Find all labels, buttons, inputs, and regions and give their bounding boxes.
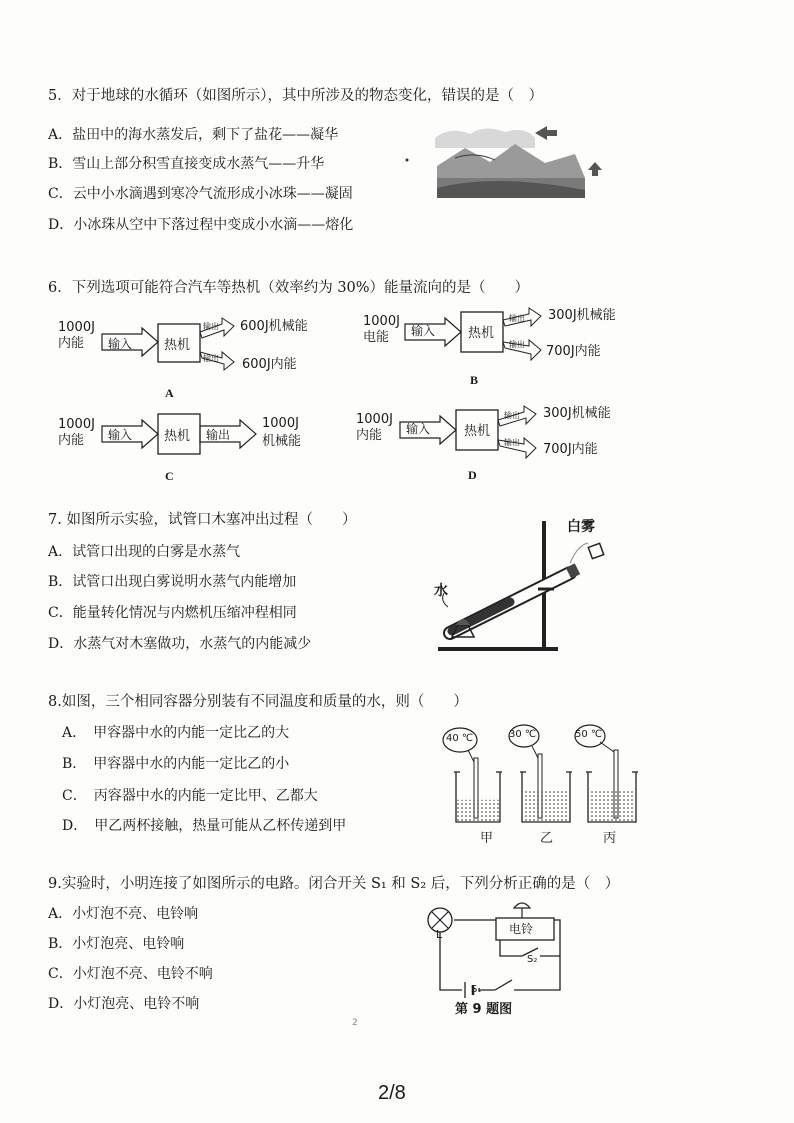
q6b-engine-label: 热机 (468, 326, 495, 341)
beaker-bing-name: 丙 (603, 831, 617, 846)
q5-stem: 5．对于地球的水循环（如图所示），其中所涉及的物态变化，错误的是（ ） (48, 88, 543, 104)
water-cycle-figure (405, 118, 620, 203)
q6-stem: 6．下列选项可能符合汽车等热机（效率约为 30%）能量流向的是（ ） (48, 280, 530, 296)
q9-figure-caption: 第 9 题图 (455, 1002, 513, 1017)
q7-option-c: C．能量转化情况与内燃机压缩冲程相同 (48, 605, 297, 621)
q6d-caption: D (468, 468, 477, 482)
q6d-output-2: 输出 (504, 438, 520, 447)
q6b-output-2: 输出 (509, 340, 525, 349)
q9-option-c: C．小灯泡不亮、电铃不响 (48, 966, 213, 982)
q9-option-a: A．小灯泡不亮、电铃响 (48, 906, 199, 922)
q8-option-c: C． 丙容器中水的内能一定比甲、乙都大 (62, 788, 318, 804)
q6a-input-label: 输入 (108, 337, 133, 351)
q5-option-c: C．云中小水滴遇到寒冷气流形成小冰珠——凝固 (48, 186, 353, 202)
q6a-result-1: 600J机械能 (240, 319, 308, 334)
q6b-input-label: 输入 (411, 324, 436, 338)
q8-option-d: D． 甲乙两杯接触，热量可能从乙杯传递到甲 (62, 818, 347, 834)
q6c-input-label: 输入 (108, 428, 133, 442)
q7-stem: 7. 如图所示实验，试管口木塞冲出过程（ ） (48, 512, 357, 528)
q5-option-b: B．雪山上部分积雪直接变成水蒸气——升华 (48, 156, 325, 172)
q6b-output-1: 输出 (509, 314, 525, 323)
q6d-result-2: 700J内能 (543, 442, 598, 457)
switch-s2-label: S₂ (527, 954, 538, 965)
q6c-caption: C (165, 469, 174, 483)
q6b-caption: B (470, 373, 479, 387)
q6a-output-2: 输出 (203, 354, 219, 363)
q5-option-d: D．小冰珠从空中下落过程中变成小水滴——熔化 (48, 217, 354, 233)
q8-option-b: B． 甲容器中水的内能一定比乙的小 (62, 756, 290, 772)
q6d-source: 1000J 内能 (356, 412, 393, 443)
beaker-jia-temp: 40 ℃ (446, 733, 474, 744)
q6d-engine-label: 热机 (464, 424, 491, 439)
q6a-caption: A (165, 386, 174, 400)
q9-stem: 9.实验时，小明连接了如图所示的电路。闭合开关 S₁ 和 S₂ 后，下列分析正确的是（ ） (48, 876, 620, 892)
beaker-jia-name: 甲 (480, 831, 494, 846)
bell-icon (514, 903, 530, 908)
beaker-bing-temp: 50 ℃ (575, 729, 603, 740)
water-label: 水 (434, 583, 448, 599)
q7-option-b: B．试管口出现白雾说明水蒸气内能增加 (48, 574, 297, 590)
q8-option-a: A． 甲容器中水的内能一定比乙的大 (62, 725, 290, 741)
q6a-result-2: 600J内能 (242, 357, 297, 372)
q6a-output-1: 输出 (203, 322, 219, 331)
q6d-result-1: 300J机械能 (543, 406, 611, 421)
lamp-label: L (436, 928, 443, 941)
bell-label: 电铃 (509, 922, 534, 936)
q6b-result-1: 300J机械能 (548, 308, 616, 323)
q6d-output-1: 输出 (504, 411, 520, 420)
fog-label: 白雾 (567, 519, 595, 535)
q6a-source: 1000J 内能 (58, 320, 95, 351)
q6c-result: 1000J 机械能 (262, 416, 302, 449)
circuit-diagram (410, 894, 585, 1004)
beaker-yi-name: 乙 (540, 831, 554, 846)
test-tube-apparatus-figure (430, 515, 620, 660)
page-number: 2/8 (378, 1082, 406, 1104)
q6c-output: 输出 (206, 428, 231, 442)
q7-option-d: D．水蒸气对木塞做功，水蒸气的内能减少 (48, 636, 312, 652)
q6b-result-2: 700J内能 (546, 344, 601, 359)
beaker-yi-temp: 30 ℃ (509, 729, 537, 740)
q9-option-d: D．小灯泡亮、电铃不响 (48, 996, 200, 1012)
q6a-engine-label: 热机 (164, 338, 191, 353)
q8-stem: 8.如图，三个相同容器分别装有不同温度和质量的水，则（ ） (48, 694, 468, 710)
q9-option-b: B．小灯泡亮、电铃响 (48, 936, 185, 952)
q5-option-a: A．盐田中的海水蒸发后，剩下了盐花——凝华 (48, 127, 339, 143)
q6c-source: 1000J 内能 (58, 417, 95, 448)
stray-mark: 2 (352, 1018, 358, 1028)
q6d-input-label: 输入 (406, 422, 431, 436)
switch-s1-label: S₁ (471, 984, 482, 995)
q6b-source: 1000J 电能 (363, 314, 400, 345)
q6c-engine-label: 热机 (164, 429, 191, 444)
q7-option-a: A．试管口出现的白雾是水蒸气 (48, 544, 241, 560)
